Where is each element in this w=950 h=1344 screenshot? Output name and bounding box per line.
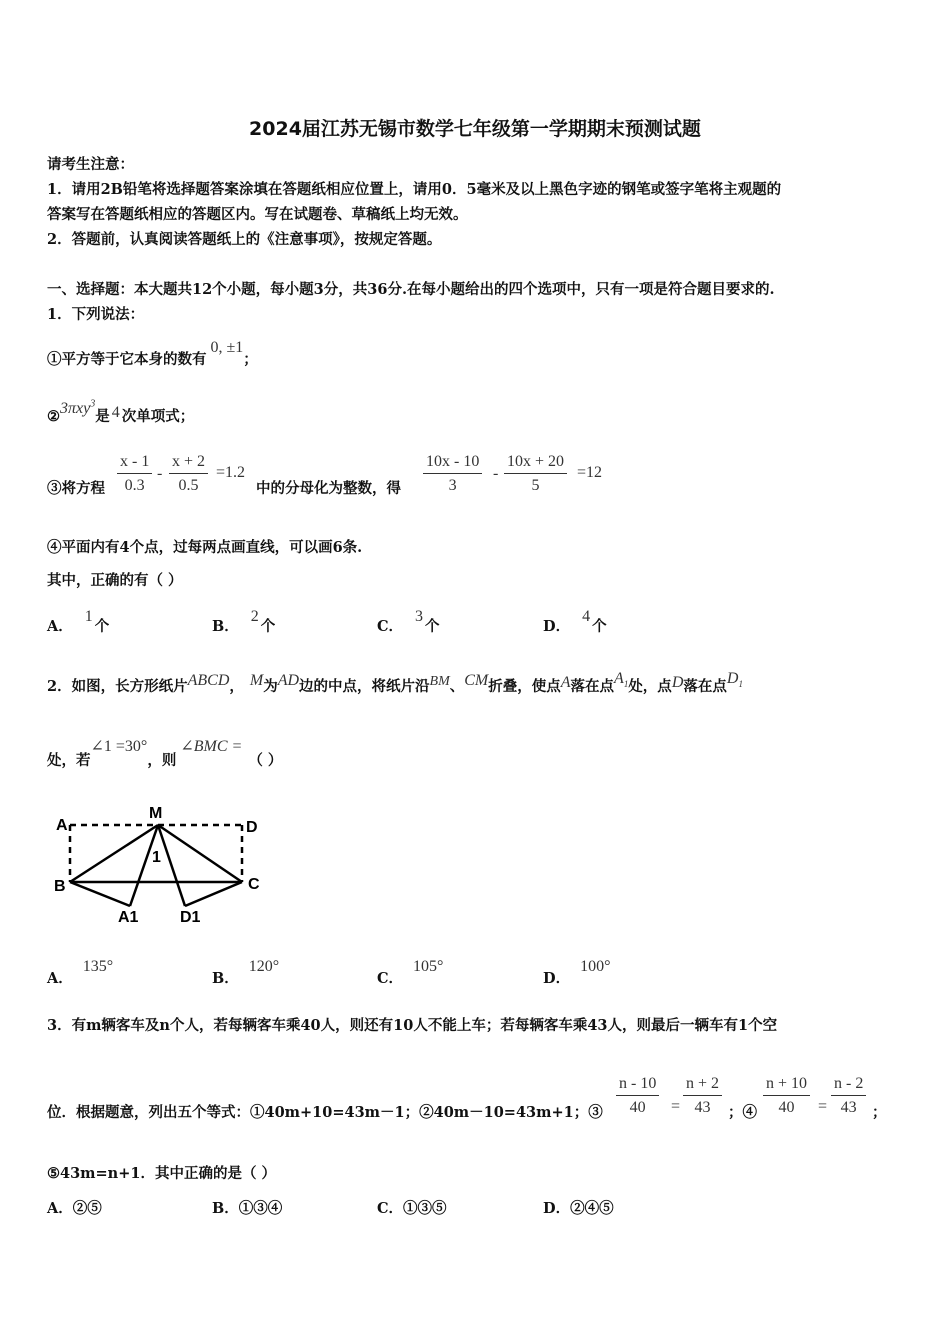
section-heading: 一、选择题：本大题共12个小题，每小题3分，共36分.在每小题给出的四个选项中，只有一项是符合题目要求的. bbox=[47, 281, 775, 298]
q1-s2-number: 4 bbox=[111, 404, 120, 421]
q2-fig-crease-mc bbox=[158, 825, 242, 882]
q3-fraction-2: n + 2 43 bbox=[683, 1075, 722, 1117]
q1-s3-fraction-1: x - 1 0.3 bbox=[117, 453, 152, 495]
q2-math-d: D bbox=[671, 674, 684, 691]
q2-option-a[interactable]: A．135° bbox=[47, 958, 114, 987]
notice-line-2: 2．答题前，认真阅读答题纸上的《注意事项》，按规定答题。 bbox=[47, 231, 442, 248]
q1-statement-4: ④平面内有4个点，过每两点画直线，可以画6条. bbox=[47, 539, 363, 556]
q1-s3-minus-1: - bbox=[157, 465, 163, 482]
q2-fig-label-m: M bbox=[149, 805, 163, 822]
q1-s3-equals-2: =12 bbox=[577, 464, 603, 481]
q2-figure bbox=[50, 800, 280, 930]
q2-option-b-value: 120° bbox=[248, 958, 280, 975]
q2-fig-label-d: D bbox=[246, 819, 258, 836]
q3-fraction-3: n + 10 40 bbox=[763, 1075, 810, 1117]
q1-s3-mid: 中的分母化为整数，得 bbox=[256, 480, 401, 497]
notice-line-1a: 1．请用2B铅笔将选择题答案涂填在答题纸相应位置上，请用0．5毫米及以上黑色字迹的钢笔或签字笔将主观题的 bbox=[47, 181, 782, 198]
q3-equals-2: = bbox=[818, 1098, 828, 1115]
q1-option-d[interactable]: D．4个 bbox=[543, 608, 607, 635]
q1-s3-minus-2: - bbox=[493, 465, 499, 482]
page-title: 2024届江苏无锡市数学七年级第一学期期末预测试题 bbox=[249, 118, 701, 140]
q3-option-b[interactable]: B．①③④ bbox=[212, 1200, 283, 1217]
q2-option-c[interactable]: C．105° bbox=[377, 958, 444, 987]
q2-line-2: 处，若∠1 =30°，则∠BMC =（ ） bbox=[47, 738, 283, 769]
q2-option-a-value: 135° bbox=[82, 958, 114, 975]
q1-s2-suffix: 次单项式； bbox=[121, 408, 195, 425]
q1-s2-exponent: 3 bbox=[90, 398, 96, 410]
q3-end: ； bbox=[872, 1104, 887, 1121]
q1-option-a-value: 1 bbox=[84, 608, 93, 625]
q2-fig-label-d1: D1 bbox=[180, 909, 201, 926]
q2-math-m: M bbox=[249, 672, 264, 689]
q1-s2-prefix: ② bbox=[47, 408, 60, 425]
q2-math-abcd: ABCD bbox=[187, 672, 230, 689]
q2-fig-label-b: B bbox=[54, 878, 66, 895]
q2-option-d[interactable]: D．100° bbox=[543, 958, 611, 987]
q3-option-a-value: ②⑤ bbox=[72, 1200, 102, 1217]
q2-fig-label-a: A bbox=[56, 817, 68, 834]
q2-angle-bmc: ∠BMC = bbox=[180, 738, 243, 755]
q3-fraction-1: n - 10 40 bbox=[616, 1075, 659, 1117]
q2-option-d-value: 100° bbox=[580, 958, 611, 975]
q3-option-d-value: ②④⑤ bbox=[570, 1200, 614, 1217]
q1-option-b-value: 2 bbox=[250, 608, 259, 625]
q2-option-c-value: 105° bbox=[413, 958, 444, 975]
q3-line-3: ⑤43m=n+1．其中正确的是（ ） bbox=[47, 1165, 276, 1182]
q1-s3-fraction-3: 10x - 10 3 bbox=[423, 453, 482, 495]
q2-math-a1: $A_1$ bbox=[614, 670, 629, 690]
q2-math-cm: CM bbox=[464, 672, 489, 689]
q1-s3-fraction-4: 10x + 20 5 bbox=[504, 453, 567, 495]
q3-fraction-4: n - 2 43 bbox=[831, 1075, 866, 1117]
q2-math-bm: BM bbox=[429, 674, 450, 689]
q3-option-c[interactable]: C．①③⑤ bbox=[377, 1200, 447, 1217]
q2-math-ad: AD bbox=[277, 672, 300, 689]
q1-option-d-value: 4 bbox=[582, 608, 591, 625]
q1-statement-1 bbox=[47, 339, 258, 369]
notice-heading: 请考生注意： bbox=[47, 156, 134, 173]
q1-s1-prefix: ①平方等于它本身的数有 bbox=[47, 351, 207, 368]
q2-fig-label-a1: A1 bbox=[118, 909, 139, 926]
q2-option-b[interactable]: B．120° bbox=[212, 958, 280, 987]
q3-option-c-value: ①③⑤ bbox=[403, 1200, 447, 1217]
q3-option-a[interactable]: A．②⑤ bbox=[47, 1200, 102, 1217]
q1-s1-suffix: ； bbox=[243, 351, 258, 368]
q1-s3-prefix: ③将方程 bbox=[47, 480, 105, 497]
q1-s2-mid: 是 bbox=[95, 408, 110, 425]
q1-s1-math: 0, ±1 bbox=[210, 339, 244, 356]
q2-angle-1: ∠1 =30° bbox=[90, 738, 148, 755]
q1-option-c[interactable]: C．3个 bbox=[377, 608, 440, 635]
q1-option-b[interactable]: B．2个 bbox=[212, 608, 276, 635]
q2-fig-label-angle-1: 1 bbox=[152, 849, 161, 866]
q3-line-2-prefix: 位．根据题意，列出五个等式：①40m+10=43m－1；②40m－10=43m+1；③ bbox=[47, 1104, 603, 1121]
q2-fig-crease-mb bbox=[70, 825, 158, 882]
q3-equals-1: = bbox=[671, 1098, 681, 1115]
notice-line-1b: 答案写在答题纸相应的答题区内。写在试题卷、草稿纸上均无效。 bbox=[47, 206, 468, 223]
q1-s3-equals-1: =1.2 bbox=[216, 464, 246, 481]
q2-fig-edge-cd1 bbox=[185, 882, 242, 906]
q2-fig-edge-md1 bbox=[158, 825, 185, 906]
q3-option-b-value: ①③④ bbox=[238, 1200, 283, 1217]
q1-statement-2 bbox=[47, 398, 195, 426]
q2-line-1: 2．如图，长方形纸片ABCD， M为AD边的中点，将纸片沿BM、CM折叠，使点A落在点$A_1$处，点D落在点$D_1$ bbox=[47, 670, 743, 695]
q2-math-d1: $D_1$ bbox=[726, 670, 743, 690]
q1-s2-math: 3πxy$^3$ bbox=[60, 398, 96, 417]
q1-option-a[interactable]: A．1个 bbox=[47, 608, 110, 635]
q2-math-a: A bbox=[560, 674, 571, 691]
q1-option-c-value: 3 bbox=[415, 608, 424, 625]
q3-option-d[interactable]: D．②④⑤ bbox=[543, 1200, 614, 1217]
q3-separator: ；④ bbox=[728, 1104, 757, 1121]
q1-stem: 1．下列说法： bbox=[47, 306, 145, 323]
q2-fig-edge-ba1 bbox=[70, 882, 130, 906]
q1-s3-fraction-2: x + 2 0.5 bbox=[169, 453, 208, 495]
q3-line-1: 3．有m辆客车及n个人，若每辆客车乘40人，则还有10人不能上车；若每辆客车乘43人，则最后一辆车有1个空 bbox=[47, 1017, 778, 1034]
q2-fig-label-c: C bbox=[248, 876, 260, 893]
q1-conclusion: 其中，正确的有（ ） bbox=[47, 572, 183, 589]
